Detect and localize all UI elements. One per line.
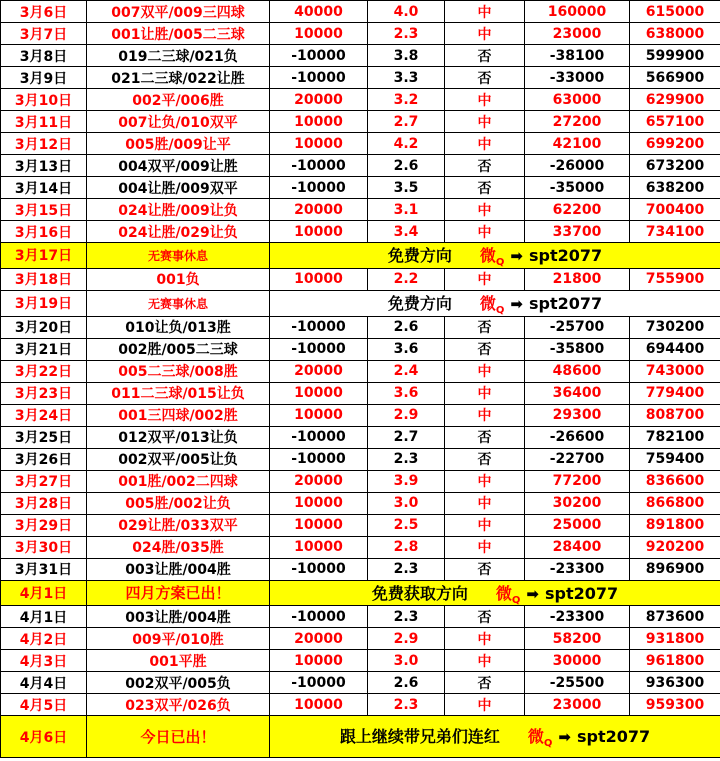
table-row	[1, 514, 720, 536]
odds-cell: 2.3	[368, 606, 445, 628]
odds-cell: 4.2	[368, 133, 445, 155]
odds-cell: 3.6	[368, 338, 445, 360]
date-cell: 3月7日	[1, 23, 87, 45]
contact-code: spt2077	[528, 246, 603, 265]
pick-cell: 010让负/013胜	[87, 316, 270, 338]
date-cell: 4月2日	[1, 628, 87, 650]
result-cell: 中	[445, 133, 525, 155]
contact-code: spt2077	[544, 583, 619, 603]
balance-cell: 743000	[630, 360, 720, 382]
wechat-label: 微	[495, 583, 512, 603]
stake-cell: 20000	[270, 89, 368, 111]
balance-cell: 566900	[630, 67, 720, 89]
table-row	[1, 558, 720, 580]
balance-cell: 700400	[630, 199, 720, 221]
table-row	[1, 316, 720, 338]
profit-cell: -22700	[525, 448, 630, 470]
pick-cell: 002双平/005负	[87, 672, 270, 694]
stake-cell: 10000	[270, 650, 368, 672]
stake-cell: 10000	[270, 268, 368, 290]
odds-cell: 2.8	[368, 536, 445, 558]
pick-cell: 024让胜/009让负	[87, 199, 270, 221]
odds-cell: 3.2	[368, 89, 445, 111]
date-cell: 4月1日	[1, 606, 87, 628]
odds-cell: 2.3	[368, 23, 445, 45]
stake-cell: 20000	[270, 199, 368, 221]
result-cell: 中	[445, 23, 525, 45]
result-cell: 中	[445, 111, 525, 133]
profit-cell: 33700	[525, 221, 630, 243]
pick-cell: 001胜/002二四球	[87, 470, 270, 492]
promo-banner	[270, 290, 720, 316]
odds-cell: 2.7	[368, 426, 445, 448]
profit-cell: -35800	[525, 338, 630, 360]
stake-cell: -10000	[270, 338, 368, 360]
profit-cell: -23300	[525, 558, 630, 580]
table-row	[1, 426, 720, 448]
stake-cell: 10000	[270, 536, 368, 558]
stake-cell: -10000	[270, 316, 368, 338]
balance-cell: 931800	[630, 628, 720, 650]
date-cell: 3月25日	[1, 426, 87, 448]
stake-cell: -10000	[270, 558, 368, 580]
pick-cell: 002平/006胜	[87, 89, 270, 111]
result-cell: 中	[445, 404, 525, 426]
table-row	[1, 716, 720, 758]
pick-cell: 024让胜/029让负	[87, 221, 270, 243]
table-row	[1, 177, 720, 199]
date-cell: 3月30日	[1, 536, 87, 558]
profit-cell: 58200	[525, 628, 630, 650]
pick-cell: 019二三球/021负	[87, 45, 270, 67]
contact-code: spt2077	[528, 293, 603, 313]
balance-cell: 891800	[630, 514, 720, 536]
profit-cell: 25000	[525, 514, 630, 536]
right-arrow-icon: ➡	[558, 728, 571, 747]
balance-cell: 836600	[630, 470, 720, 492]
odds-cell: 2.6	[368, 316, 445, 338]
date-cell: 3月31日	[1, 558, 87, 580]
profit-cell: 28400	[525, 536, 630, 558]
wechat-icon: Q	[511, 594, 521, 606]
table-row	[1, 360, 720, 382]
date-cell: 3月19日	[1, 290, 87, 316]
promo-text: 跟上继续带兄弟们连红	[339, 727, 500, 747]
profit-cell: 62200	[525, 199, 630, 221]
right-arrow-icon: ➡	[526, 584, 539, 603]
pick-cell: 011二三球/015让负	[87, 382, 270, 404]
note-label: 无赛事休息	[87, 290, 270, 316]
odds-cell: 3.5	[368, 177, 445, 199]
balance-cell: 896900	[630, 558, 720, 580]
contact-code: spt2077	[576, 727, 651, 747]
date-cell: 3月21日	[1, 338, 87, 360]
pick-cell: 004让胜/009双平	[87, 177, 270, 199]
balance-cell: 694400	[630, 338, 720, 360]
stake-cell: -10000	[270, 606, 368, 628]
stake-cell: 10000	[270, 23, 368, 45]
table-row	[1, 111, 720, 133]
wechat-label: 微	[527, 727, 544, 747]
table-row	[1, 628, 720, 650]
pick-cell: 007双平/009三四球	[87, 1, 270, 23]
result-cell: 中	[445, 1, 525, 23]
profit-cell: 36400	[525, 382, 630, 404]
profit-cell: -33000	[525, 67, 630, 89]
pick-cell: 004双平/009让胜	[87, 155, 270, 177]
stake-cell: 10000	[270, 382, 368, 404]
profit-cell: 30000	[525, 650, 630, 672]
pick-cell: 009平/010胜	[87, 628, 270, 650]
table-row	[1, 290, 720, 316]
stake-cell: 10000	[270, 694, 368, 716]
pick-cell: 023双平/026负	[87, 694, 270, 716]
result-cell: 否	[445, 672, 525, 694]
promo-banner	[270, 243, 720, 269]
pick-cell: 021二三球/022让胜	[87, 67, 270, 89]
pick-cell: 001三四球/002胜	[87, 404, 270, 426]
balance-cell: 782100	[630, 426, 720, 448]
balance-cell: 629900	[630, 89, 720, 111]
pick-cell: 029让胜/033双平	[87, 514, 270, 536]
date-cell: 4月3日	[1, 650, 87, 672]
wechat-icon: Q	[543, 738, 553, 750]
table-row	[1, 536, 720, 558]
stake-cell: -10000	[270, 45, 368, 67]
odds-cell: 2.9	[368, 628, 445, 650]
odds-cell: 2.5	[368, 514, 445, 536]
promo-text: 免费方向	[387, 246, 452, 265]
balance-cell: 866800	[630, 492, 720, 514]
result-cell: 中	[445, 268, 525, 290]
stake-cell: 10000	[270, 404, 368, 426]
result-cell: 中	[445, 536, 525, 558]
result-cell: 中	[445, 694, 525, 716]
profit-cell: -25500	[525, 672, 630, 694]
profit-cell: 21800	[525, 268, 630, 290]
promo-banner	[270, 580, 720, 606]
odds-cell: 3.0	[368, 492, 445, 514]
balance-cell: 873600	[630, 606, 720, 628]
table-row	[1, 221, 720, 243]
date-cell: 3月9日	[1, 67, 87, 89]
odds-cell: 2.4	[368, 360, 445, 382]
stake-cell: -10000	[270, 67, 368, 89]
profit-cell: -26600	[525, 426, 630, 448]
note-label: 无赛事休息	[87, 243, 270, 269]
date-cell: 4月6日	[1, 716, 87, 758]
date-cell: 3月8日	[1, 45, 87, 67]
pick-cell: 002双平/005让负	[87, 448, 270, 470]
table-row	[1, 382, 720, 404]
stake-cell: 10000	[270, 514, 368, 536]
result-cell: 中	[445, 628, 525, 650]
promo-text: 免费获取方向	[371, 583, 468, 603]
result-cell: 否	[445, 177, 525, 199]
result-cell: 否	[445, 338, 525, 360]
result-cell: 中	[445, 514, 525, 536]
table-row	[1, 1, 720, 23]
odds-cell: 2.6	[368, 672, 445, 694]
balance-cell: 657100	[630, 111, 720, 133]
date-cell: 3月18日	[1, 268, 87, 290]
table-row	[1, 268, 720, 290]
table-row	[1, 606, 720, 628]
date-cell: 3月29日	[1, 514, 87, 536]
result-cell: 中	[445, 470, 525, 492]
result-cell: 否	[445, 67, 525, 89]
profit-cell: 29300	[525, 404, 630, 426]
pick-cell: 001负	[87, 268, 270, 290]
pick-cell: 001平胜	[87, 650, 270, 672]
balance-cell: 808700	[630, 404, 720, 426]
result-cell: 中	[445, 221, 525, 243]
stake-cell: 10000	[270, 492, 368, 514]
stake-cell: -10000	[270, 672, 368, 694]
odds-cell: 2.9	[368, 404, 445, 426]
date-cell: 3月22日	[1, 360, 87, 382]
odds-cell: 3.9	[368, 470, 445, 492]
odds-cell: 4.0	[368, 1, 445, 23]
table-row	[1, 133, 720, 155]
stake-cell: 40000	[270, 1, 368, 23]
date-cell: 4月4日	[1, 672, 87, 694]
result-cell: 否	[445, 606, 525, 628]
pick-cell: 012双平/013让负	[87, 426, 270, 448]
pick-cell: 003让胜/004胜	[87, 558, 270, 580]
profit-cell: 42100	[525, 133, 630, 155]
table-row	[1, 694, 720, 716]
result-cell: 否	[445, 316, 525, 338]
odds-cell: 2.3	[368, 448, 445, 470]
date-cell: 3月11日	[1, 111, 87, 133]
balance-cell: 638200	[630, 177, 720, 199]
pick-cell: 007让负/010双平	[87, 111, 270, 133]
stake-cell: 10000	[270, 111, 368, 133]
promo-banner	[270, 716, 720, 758]
result-cell: 中	[445, 382, 525, 404]
balance-cell: 755900	[630, 268, 720, 290]
table-row	[1, 67, 720, 89]
stake-cell: -10000	[270, 155, 368, 177]
date-cell: 3月24日	[1, 404, 87, 426]
balance-cell: 730200	[630, 316, 720, 338]
profit-cell: 23000	[525, 694, 630, 716]
odds-cell: 3.4	[368, 221, 445, 243]
date-cell: 3月15日	[1, 199, 87, 221]
odds-cell: 3.0	[368, 650, 445, 672]
odds-cell: 3.6	[368, 382, 445, 404]
odds-cell: 2.6	[368, 155, 445, 177]
result-cell: 否	[445, 45, 525, 67]
odds-cell: 2.3	[368, 694, 445, 716]
balance-cell: 615000	[630, 1, 720, 23]
pick-cell: 002胜/005二三球	[87, 338, 270, 360]
table-row	[1, 404, 720, 426]
profit-cell: 30200	[525, 492, 630, 514]
profit-cell: -26000	[525, 155, 630, 177]
date-cell: 3月16日	[1, 221, 87, 243]
wechat-label: 微	[479, 246, 496, 265]
note-label: 今日已出！	[87, 716, 270, 758]
stake-cell: -10000	[270, 426, 368, 448]
balance-cell: 920200	[630, 536, 720, 558]
result-cell: 否	[445, 558, 525, 580]
result-cell: 中	[445, 492, 525, 514]
balance-cell: 759400	[630, 448, 720, 470]
date-cell: 3月14日	[1, 177, 87, 199]
table-row	[1, 580, 720, 606]
date-cell: 3月26日	[1, 448, 87, 470]
stake-cell: 10000	[270, 221, 368, 243]
result-cell: 否	[445, 448, 525, 470]
stake-cell: 20000	[270, 470, 368, 492]
pick-cell: 005胜/009让平	[87, 133, 270, 155]
balance-cell: 673200	[630, 155, 720, 177]
date-cell: 3月10日	[1, 89, 87, 111]
result-cell: 中	[445, 650, 525, 672]
wechat-icon: Q	[495, 304, 505, 316]
balance-cell: 959300	[630, 694, 720, 716]
stake-cell: -10000	[270, 448, 368, 470]
odds-cell: 3.1	[368, 199, 445, 221]
table-row	[1, 672, 720, 694]
odds-cell: 2.7	[368, 111, 445, 133]
balance-cell: 734100	[630, 221, 720, 243]
balance-cell: 961800	[630, 650, 720, 672]
profit-cell: -25700	[525, 316, 630, 338]
right-arrow-icon: ➡	[510, 247, 523, 265]
stake-cell: -10000	[270, 177, 368, 199]
pick-cell: 005胜/002让负	[87, 492, 270, 514]
odds-cell: 3.8	[368, 45, 445, 67]
odds-cell: 3.3	[368, 67, 445, 89]
date-cell: 4月5日	[1, 694, 87, 716]
stake-cell: 10000	[270, 133, 368, 155]
result-cell: 中	[445, 199, 525, 221]
stake-cell: 20000	[270, 628, 368, 650]
table-row	[1, 470, 720, 492]
result-cell: 否	[445, 426, 525, 448]
table-row	[1, 155, 720, 177]
date-cell: 3月23日	[1, 382, 87, 404]
result-cell: 中	[445, 89, 525, 111]
profit-cell: -38100	[525, 45, 630, 67]
pick-cell: 005二三球/008胜	[87, 360, 270, 382]
profit-cell: -23300	[525, 606, 630, 628]
right-arrow-icon: ➡	[510, 294, 523, 313]
table-row	[1, 199, 720, 221]
date-cell: 3月6日	[1, 1, 87, 23]
result-cell: 中	[445, 360, 525, 382]
date-cell: 3月27日	[1, 470, 87, 492]
odds-cell: 2.2	[368, 268, 445, 290]
balance-cell: 699200	[630, 133, 720, 155]
balance-cell: 599900	[630, 45, 720, 67]
profit-cell: 23000	[525, 23, 630, 45]
note-label: 四月方案已出！	[87, 580, 270, 606]
wechat-icon: Q	[495, 256, 505, 268]
table-row	[1, 650, 720, 672]
balance-cell: 936300	[630, 672, 720, 694]
table-row	[1, 89, 720, 111]
profit-cell: 160000	[525, 1, 630, 23]
profit-cell: -35000	[525, 177, 630, 199]
date-cell: 3月13日	[1, 155, 87, 177]
result-cell: 否	[445, 155, 525, 177]
date-cell: 3月20日	[1, 316, 87, 338]
table-row	[1, 23, 720, 45]
table-row	[1, 243, 720, 269]
wechat-label: 微	[479, 293, 496, 313]
profit-cell: 48600	[525, 360, 630, 382]
date-cell: 3月12日	[1, 133, 87, 155]
balance-cell: 638000	[630, 23, 720, 45]
profit-cell: 63000	[525, 89, 630, 111]
table-row	[1, 492, 720, 514]
table-row	[1, 338, 720, 360]
table-row	[1, 45, 720, 67]
balance-cell: 779400	[630, 382, 720, 404]
date-cell: 3月17日	[1, 243, 87, 269]
odds-cell: 2.3	[368, 558, 445, 580]
stake-cell: 20000	[270, 360, 368, 382]
pick-cell: 001让胜/005二三球	[87, 23, 270, 45]
table-row	[1, 448, 720, 470]
pick-cell: 003让胜/004胜	[87, 606, 270, 628]
profit-cell: 77200	[525, 470, 630, 492]
pick-cell: 024胜/035胜	[87, 536, 270, 558]
promo-text: 免费方向	[387, 293, 452, 313]
date-cell: 3月28日	[1, 492, 87, 514]
date-cell: 4月1日	[1, 580, 87, 606]
profit-cell: 27200	[525, 111, 630, 133]
